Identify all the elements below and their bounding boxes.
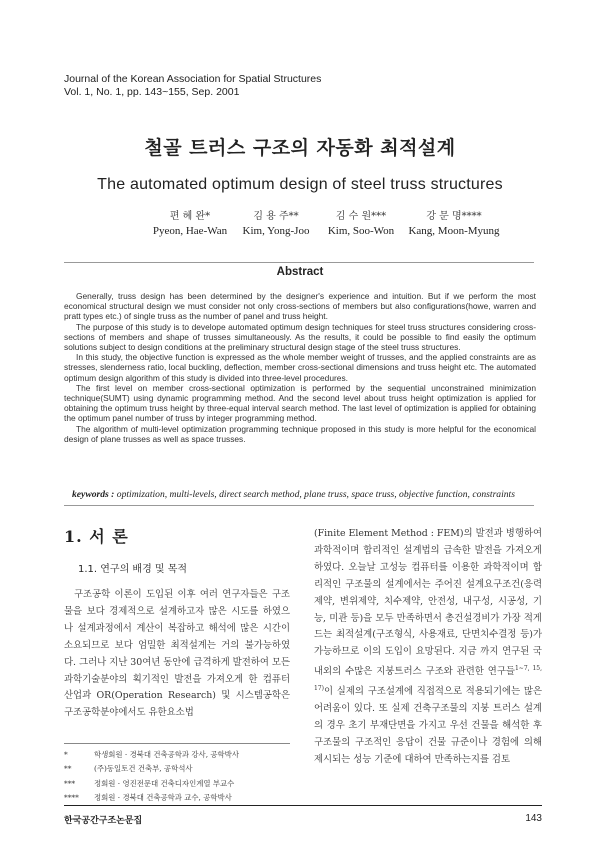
keywords-list: optimization, multi-levels, direct search method, plane truss, space truss, objective function, constraints <box>116 489 515 500</box>
abstract-paragraph: In this study, the objective function is expressed as the whole member weight of trusses, and the applied constraints are as stresses, slenderness ratio, local buckling, deflection, member cross-sectional dimensions and truss height etc. The automated optimum design algorithm of this study is divided into three-level procedures. <box>64 352 536 383</box>
footnote-mark: ** <box>64 764 72 774</box>
body-text: (Finite Element Method : FEM)의 발전과 병행하여 과학적이며 합리적인 설계법의 급속한 발전을 가져오게 하였다. 오늘날 고성능 컴퓨터를 이용한 과학적이며 합리적인 구조물의 설계에서는 주어진 설계요구조건(응력제약, 변위제약, 치수제약, 안전성, 내구성, 시공성, 기능, 미관 등)을 모두 만족하면서 총건설경비가 가장 적게드는 최적설계(구조형식, 사용재료, 단면치수결정 등)가 가능하므로 이의 도입이 요망된다. 지금 까지 연구된 국내외의 수많은 지붕트러스 구조와 관련한 연구들 <box>314 528 542 678</box>
abstract-paragraph: The first level on member cross-sectional optimization is performed by the sequential unconstrained minimization technique(SUMT) using dynamic programming method. And the second level about truss height optimization is applied for obtaining the optimum truss height by three-equal interval search method. The last level of optimization is applied for obtaining the optimum panel number of truss by integer programming method. <box>64 382 536 424</box>
footnote-text: 정회원 · 영진전문대 건축디자인계열 부교수 <box>94 778 235 788</box>
footnote-text: 정회원 · 경북대 건축공학과 교수, 공학박사 <box>94 792 232 802</box>
footnote-divider <box>64 743 290 744</box>
footnote <box>64 777 304 791</box>
author-name-ko: 편 혜 완* <box>169 211 211 222</box>
abstract-body <box>64 291 536 444</box>
right-column <box>314 526 542 769</box>
body-paragraph <box>314 526 542 769</box>
keywords-label: keywords : <box>72 489 115 500</box>
author-name-en: Kang, Moon-Myung <box>408 225 500 237</box>
footnotes <box>64 748 304 805</box>
title-korean: 철골 트러스 구조의 자동화 최적설계 <box>144 137 456 159</box>
author-name-en: Kim, Yong-Joo <box>242 225 310 237</box>
footnote <box>64 748 304 762</box>
journal-name-korean: 한국공간구조논문집 <box>64 816 143 826</box>
author-name-ko: 김 수 원*** <box>335 211 387 222</box>
abstract-paragraph: The algorithm of multi-level optimization programming technique proposed in this study is more helpful for the economical design of plane trusses as well as space trusses. <box>64 423 536 444</box>
keywords <box>72 489 542 500</box>
title-english: The automated optimum design of steel truss structures <box>97 176 503 193</box>
journal-name: Journal of the Korean Association for Spatial Structures <box>64 73 322 85</box>
keywords-divider <box>64 505 534 506</box>
journal-volume: Vol. 1, No. 1, pp. 143~155, Sep. 2001 <box>64 86 240 98</box>
footnote-mark: **** <box>64 792 79 802</box>
abstract-paragraph: The purpose of this study is to develope automated optimum design techniques for steel truss structures considering cross-sections of members and shape of trusses simultaneously. As the results, it could be possible to find easily the optimum solutions subject to design conditions at the preliminary structural design stage of the steel truss structures. <box>64 321 536 353</box>
abstract-divider <box>64 262 534 263</box>
section-heading: 1. 서 론 <box>64 527 129 546</box>
footnote-text: (주)동일토건 건축부, 공학석사 <box>94 764 193 774</box>
footnote-text: 학생회원 · 경북대 건축공학과 강사, 공학박사 <box>94 750 239 759</box>
author-name-en: Pyeon, Hae-Wan <box>152 225 228 237</box>
citation: 1~7, 15, 17) <box>314 665 542 693</box>
footnote <box>64 791 304 805</box>
footnote <box>64 762 304 776</box>
subsection-heading: 1.1. 연구의 배경 및 목적 <box>78 564 188 575</box>
abstract-heading: Abstract <box>276 266 324 278</box>
author-name-ko: 강 문 명**** <box>426 211 482 222</box>
journal-info <box>64 73 321 99</box>
footnote-mark: * <box>64 750 68 759</box>
author-name-ko: 김 용 주** <box>253 211 299 222</box>
author-name-en: Kim, Soo-Won <box>327 225 395 237</box>
author-4 <box>394 210 514 239</box>
footnote-mark: *** <box>64 778 76 788</box>
footer-divider <box>64 805 542 806</box>
body-paragraph: 구조공학 이론이 도입된 이후 여러 연구자들은 구조물을 보다 경제적으로 설계하고자 많은 시도를 하였으나 설계과정에서 계산이 복잡하고 해석에 많은 시간이 소요되므로 보다 엄밀한 최적설계는 거의 불가능하였다. 그러나 지난 30여년 동안에 급격하게 발전하여 모든 과학기술분야의 획기적인 발전을 가져오게 한 컴퓨터 산업과 OR(Operation Research) 및 시스템공학은 구조공학분야에서도 유한요소법 <box>64 589 290 719</box>
body-text: 이 실제의 구조설계에 직접적으로 적용되기에는 많은 어려움이 있다. 또 실제 건축구조물의 지붕 트러스 설계의 경우 초기 부재단면을 가지고 우선 건물을 해석한 후 구조물의 구조적인 응답이 건물 규준이나 경험에 의해 제시되는 성능 기준에 대하여 만족하는지를 검토 <box>314 686 542 766</box>
abstract-paragraph: Generally, truss design has been determined by the designer's experience and intuition. But if we perform the most economical structural design we must consider not only cross-sections of members but also configurations(howe, warren and pratt types etc.) of single truss as the number of panel and truss height. <box>64 291 536 322</box>
page-number: 143 <box>525 813 542 824</box>
left-column <box>64 587 290 722</box>
